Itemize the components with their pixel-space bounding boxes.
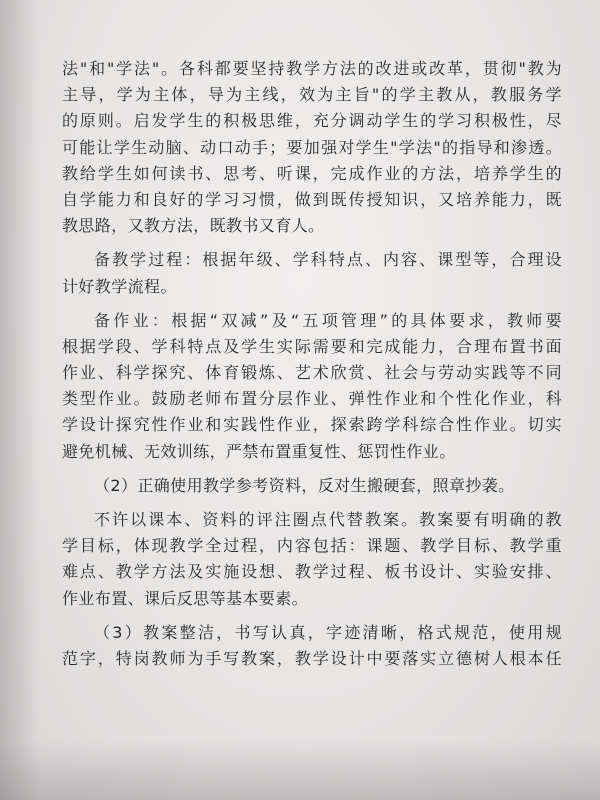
text-line: 可能让学生动脑、动口动手；要加强对学生"学法"的指导和渗透。: [62, 137, 562, 157]
text-line: 教给学生如何读书、思考、听课，完成作业的方法，培养学生的: [62, 163, 562, 183]
paragraph-homework: [62, 308, 562, 465]
text-line: 学设计探究性作业和实践性作业，探索跨学科综合性作业。切实: [62, 415, 562, 435]
page-shadow-bottom: [0, 740, 600, 800]
text-line: 类型作业。鼓励老师布置分层作业、弹性作业和个性化作业，科: [62, 389, 562, 409]
paragraph-lesson-plan-content: [62, 507, 562, 612]
text-line: 备教学过程：根据年级、学科特点、内容、课型等，合理设: [94, 250, 562, 270]
text-line: （3）教案整洁，书写认真，字迹清晰，格式规范，使用规: [94, 622, 562, 642]
text-line: 作业、科学探究、体育锻炼、艺术欣赏、社会与劳动实践等不同: [62, 363, 562, 383]
text-line: 教思路，又教方法，既教书又育人。: [62, 216, 325, 236]
paragraph-teaching-methods: [62, 56, 562, 239]
text-line: 法"和"学法"。各科都要坚持教学方法的改进或改革，贯彻"教为: [62, 59, 562, 78]
text-line: （2）正确使用教学参考资料，反对生搬硬套，照章抄袭。: [94, 475, 515, 495]
text-line: 的原则。启发学生的积极思维，充分调动学生的学习积极性，尽: [62, 111, 562, 131]
text-line: 自学能力和良好的学习习惯，做到既传授知识，又培养能力，既: [62, 189, 562, 209]
text-line: 计好教学流程。: [62, 276, 177, 296]
text-line: 根据学段、学科特点及学生实际需要和完成能力，合理布置书面: [62, 336, 562, 356]
document-body: [62, 56, 562, 672]
text-line: 避免机械、无效训练，严禁布置重复性、惩罚性作业。: [62, 441, 456, 461]
text-line: 主导，学为主体，导为主线，效为主旨"的学主教从，教服务学: [62, 85, 562, 105]
text-line: 学目标，体现教学全过程，内容包括：课题、教学目标、教学重: [62, 536, 562, 556]
text-line: 不许以课本、资料的评注圈点代替教案。教案要有明确的教: [94, 510, 562, 529]
paragraph-reference-materials: [62, 473, 562, 499]
text-line: 难点、教学方法及实施设想、教学过程、板书设计、实验安排、: [62, 562, 562, 582]
text-line: 作业布置、课后反思等基本要素。: [62, 588, 309, 608]
paragraph-lesson-plan-format: [62, 620, 562, 672]
text-line: 备作业：根据“双减”及“五项管理”的具体要求，教师要: [94, 310, 562, 330]
text-line: 范字，特岗教师为手写教案，教学设计中要落实立德树人根本任: [62, 648, 562, 668]
page-shadow-left: [0, 0, 40, 800]
paragraph-teaching-process: [62, 247, 562, 299]
